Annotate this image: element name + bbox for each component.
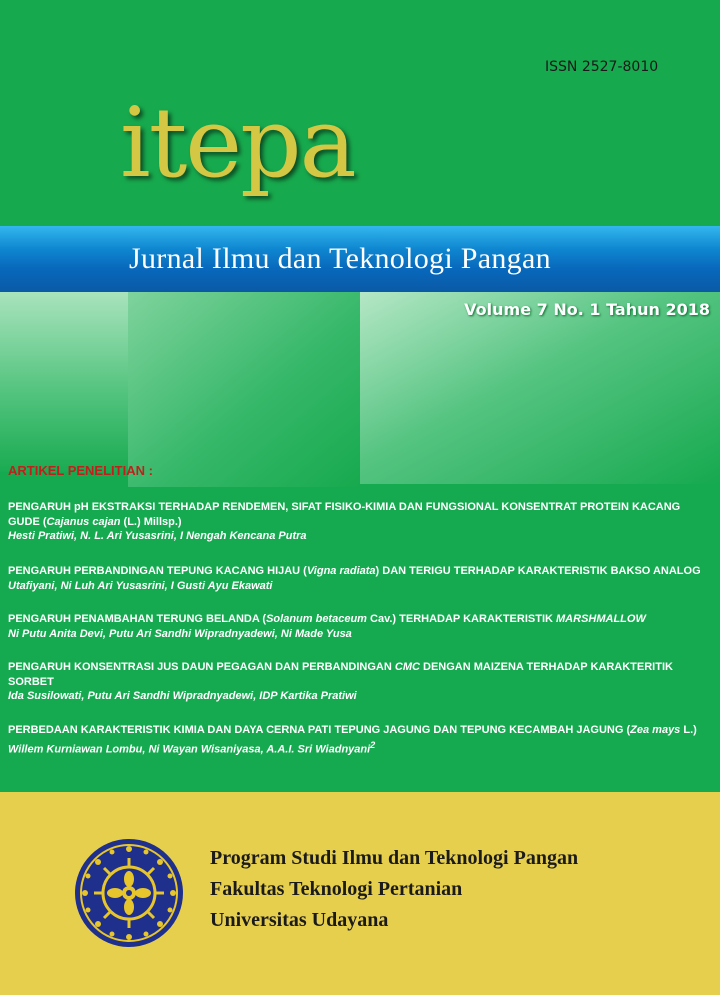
decorative-panel-center [128, 292, 360, 487]
article-title: PENGARUH PERBANDINGAN TEPUNG KACANG HIJAU (Vigna radiata) DAN TERIGU TERHADAP KARAKTERISTIK BAKSO ANALOG [8, 565, 701, 577]
issn: ISSN 2527-8010 [545, 59, 659, 75]
article-title: PENGARUH PENAMBAHAN TERUNG BELANDA (Solanum betaceum Cav.) TERHADAP KARAKTERISTIK MARSHMALLOW [8, 613, 646, 625]
affiliation-superscript: 2 [370, 739, 376, 750]
article-entry [8, 660, 714, 704]
article-title: PENGARUH KONSENTRASI JUS DAUN PEGAGAN DAN PERBANDINGAN CMC DENGAN MAIZENA TERHADAP KARAKTERITIK SORBET [8, 661, 673, 688]
article-title: PENGARUH pH EKSTRAKSI TERHADAP RENDEMEN, SIFAT FISIKO-KIMIA DAN FUNGSIONAL KONSENTRAT PROTEIN KACANG GUDE (Cajanus cajan (L.) Millsp.) [8, 501, 681, 528]
article-authors: Utafiyani, Ni Luh Ari Yusasrini, I Gusti Ayu Ekawati [8, 579, 273, 592]
article-entry [8, 723, 714, 757]
decorative-panel-right [360, 292, 720, 484]
section-heading: ARTIKEL PENELITIAN : [8, 463, 153, 478]
article-title: PERBEDAAN KARAKTERISTIK KIMIA DAN DAYA CERNA PATI TEPUNG JAGUNG DAN TEPUNG KECAMBAH JAGUNG (Zea mays L.) [8, 724, 697, 736]
cover-header [0, 0, 720, 226]
university-name: Universitas Udayana [210, 909, 389, 931]
article-authors: Willem Kurniawan Lombu, Ni Wayan Wisaniyasa, A.A.I. Sri Wiadnyani$^2$ [8, 739, 376, 756]
program-name: Program Studi Ilmu dan Teknologi Pangan [210, 847, 579, 869]
journal-logo: itepa [120, 87, 355, 199]
article-entry [8, 564, 714, 593]
article-entry [8, 612, 714, 641]
faculty-name: Fakultas Teknologi Pertanian [210, 878, 463, 900]
article-authors: Ida Susilowati, Putu Ari Sandhi Wipradnyadewi, IDP Kartika Pratiwi [8, 690, 357, 702]
volume-info: Volume 7 No. 1 Tahun 2018 [464, 300, 710, 319]
university-seal-icon [74, 838, 184, 948]
article-entry [8, 500, 714, 544]
journal-subtitle: Jurnal Ilmu dan Teknologi Pangan [129, 242, 551, 275]
article-authors: Hesti Pratiwi, N. L. Ari Yusasrini, I Nengah Kencana Putra [8, 530, 307, 542]
article-authors: Ni Putu Anita Devi, Putu Ari Sandhi Wipradnyadewi, Ni Made Yusa [8, 627, 352, 640]
